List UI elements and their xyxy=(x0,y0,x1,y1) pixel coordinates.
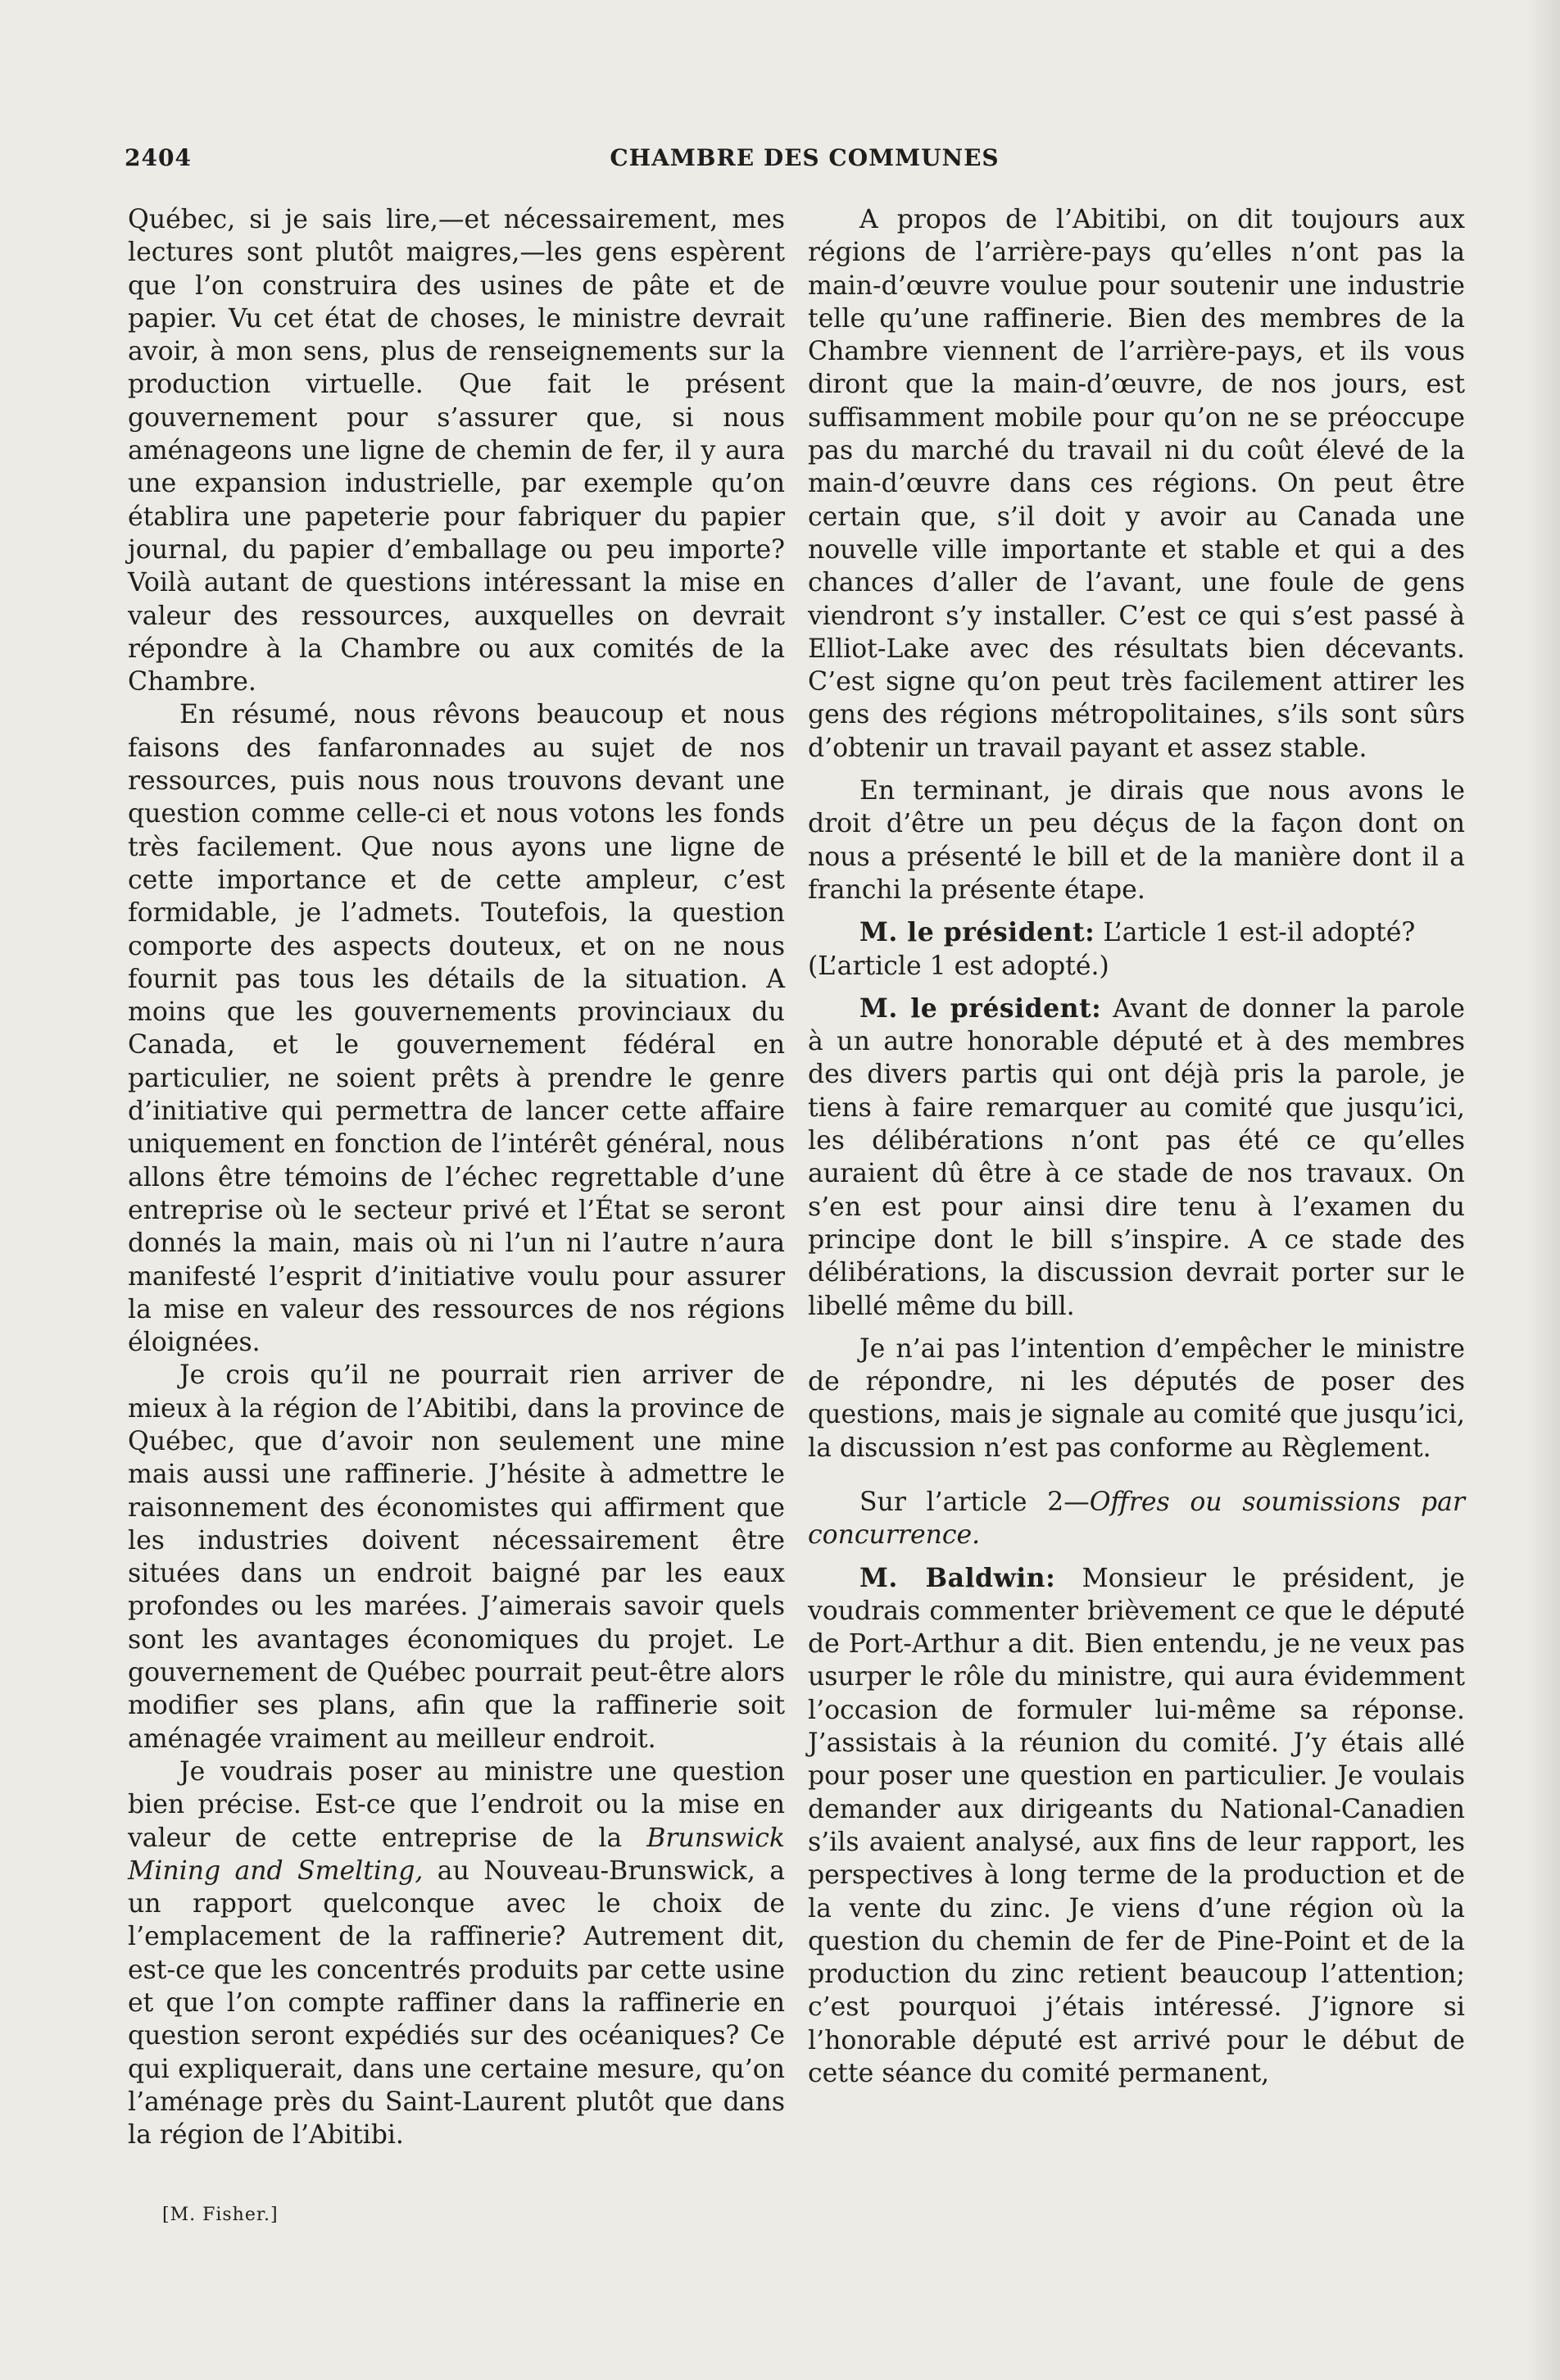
speaker-attribution: [M. Fisher.] xyxy=(162,2205,279,2225)
paragraph: En terminant, je dirais que nous avons le droit d’être un peu déçus de la façon dont on nous a présenté le bill et de la manière dont il a franchi la présente étape. xyxy=(808,776,1465,905)
paragraph: En résumé, nous rêvons beaucoup et nous faisons des fanfaronnades au sujet de nos ressources, puis nous nous trouvons devant une question comme celle-ci et nous votons les fonds très facilement. Que nous ayons une ligne de cette importance et de cette ampleur, c’est formidable, je l’admets. Toutefois, la question comporte des aspects douteux, et on ne nous fournit pas tous les détails de la situation. A moins que les gouvernements provinciaux du Canada, et le gouvernement fédéral en particulier, ne soient prêts à prendre le genre d’initiative qui permettra de lancer cette affaire uniquement en fonction de l’intérêt général, nous allons être témoins de l’échec regrettable d’une entreprise où le secteur privé et l’État se seront donnés la main, mais où ni l’un ni l’autre n’aura manifesté l’esprit d’initiative voulu pour assurer la mise en valeur des ressources de nos régions éloignées. xyxy=(128,700,785,1358)
paragraph xyxy=(128,1755,785,2152)
paragraph: Québec, si je sais lire,—et nécessairement, mes lectures sont plutôt maigres,—les gens espèrent que l’on construira des usines de pâte et de papier. Vu cet état de choses, le ministre devrait avoir, à mon sens, plus de renseignements sur la production virtuelle. Que fait le présent gouvernement pour s’assurer que, si nous aménageons une ligne de chemin de fer, il y aura une expansion industrielle, par exemple qu’on établira une papeterie pour fabriquer du papier journal, du papier d’emballage ou peu importe? Voilà autant de questions intéressant la mise en valeur des ressources, auxquelles on devrait répondre à la Chambre ou aux comités de la Chambre. xyxy=(128,205,785,697)
running-head: CHAMBRE DES COMMUNES xyxy=(610,144,1000,171)
paragraph-text: Je voudrais poser au ministre une question bien précise. Est-ce que l’endroit ou la mise en valeur de cette entreprise de la xyxy=(128,1756,785,1853)
speaker-name: M. le président: xyxy=(859,917,1095,948)
paragraph xyxy=(808,1562,1465,2091)
paragraph xyxy=(808,916,1465,949)
page-number: 2404 xyxy=(125,144,192,171)
paragraph: Je n’ai pas l’intention d’empêcher le ministre de répondre, ni les députés de poser des questions, mais je signale au comité que jusqu’ici, la discussion n’est pas conforme au Règlement. xyxy=(808,1333,1465,1463)
section-heading xyxy=(808,1486,1465,1552)
section-prefix: Sur l’article 2— xyxy=(859,1487,1090,1517)
paragraph-text: Monsieur le président, je voudrais commenter brièvement ce que le député de Port-Arthur a dit. Bien entendu, je ne veux pas usurper le rôle du ministre, qui aura évidemment l’occasion de formuler lui-même sa réponse. J’assistais à la réunion du comité. J’y étais allé pour poser une question en particulier. Je voulais demander aux dirigeants du National-Canadien s’ils avaient analysé, aux fins de leur rapport, les perspectives à long terme de la production et de la vente du zinc. Je viens d’une région où la question du chemin de fer de Pine-Point et de la production du zinc retient beaucoup l’attention; c’est pourquoi j’étais intéressé. J’ignore si l’honorable député est arrivé pour le début de cette séance du comité permanent, xyxy=(808,1563,1466,2089)
paragraph-text: au Nouveau-Brunswick, a un rapport quelconque avec le choix de l’emplacement de la raffinerie? Autrement dit, est-ce que les concentrés produits par cette usine et que l’on compte raffiner dans la raffinerie en question seront expédiés sur des océaniques? Ce qui expliquerait, dans une certaine mesure, qu’on l’aménage près du Saint-Laurent plutôt que dans la région de l’Abitibi. xyxy=(128,1855,786,2151)
paragraph: A propos de l’Abitibi, on dit toujours aux régions de l’arrière-pays qu’elles n’ont pas la main-d’œuvre voulue pour soutenir une industrie telle qu’une raffinerie. Bien des membres de la Chambre viennent de l’arrière-pays, et ils vous diront que la main-d’œuvre, de nos jours, est suffisamment mobile pour qu’on ne se préoccupe pas du marché du travail ni du coût élevé de la main-d’œuvre dans ces régions. On peut être certain que, s’il doit y avoir au Canada une nouvelle ville importante et stable et qui a des chances d’aller de l’avant, une foule de gens viendront s’y installer. C’est ce qui s’est passé à Elliot-Lake avec des résultats bien décevants. C’est signe qu’on peut très facilement attirer les gens des régions métropolitaines, s’ils sont sûrs d’obtenir un travail payant et assez stable. xyxy=(808,205,1465,763)
paragraph: (L’article 1 est adopté.) xyxy=(808,951,1109,981)
paragraph xyxy=(808,992,1465,1323)
section-title: Offres ou soumissions par concurrence. xyxy=(808,1487,1466,1551)
speaker-name: M. Baldwin: xyxy=(859,1562,1056,1593)
company-name: Brunswick Mining and Smelting, xyxy=(128,1823,785,1886)
paragraph: Je crois qu’il ne pourrait rien arriver de mieux à la région de l’Abitibi, dans la province de Québec, que d’avoir non seulement une mine mais aussi une raffinerie. J’hésite à admettre le raisonnement des économistes qui affirment que les industries doivent nécessairement être situées dans un endroit baigné par les eaux profondes ou les marées. J’aimerais savoir quels sont les avantages économiques du projet. Le gouvernement de Québec pourrait peut-être alors modifier ses plans, afin que la raffinerie soit aménagée vraiment au meilleur endroit. xyxy=(128,1360,785,1754)
page-header xyxy=(125,144,1485,177)
paragraph-text: L’article 1 est-il adopté? xyxy=(1103,918,1416,948)
left-column xyxy=(128,203,785,2152)
paragraph-text: Avant de donner la parole à un autre honorable député et à des membres des divers partis qui ont déjà pris la parole, je tiens à faire remarquer au comité que jusqu’ici, les délibérations n’ont pas été ce qu’elles auraient dû être à ce stade de nos travaux. On s’en est pour ainsi dire tenu à l’examen du principe dont le bill s’inspire. A ce stade des délibérations, la discussion devrait porter sur le libellé même du bill. xyxy=(808,993,1465,1321)
speaker-name: M. le président: xyxy=(859,992,1102,1024)
page-edge-shadow xyxy=(1527,0,1560,2380)
right-column xyxy=(808,203,1465,2090)
